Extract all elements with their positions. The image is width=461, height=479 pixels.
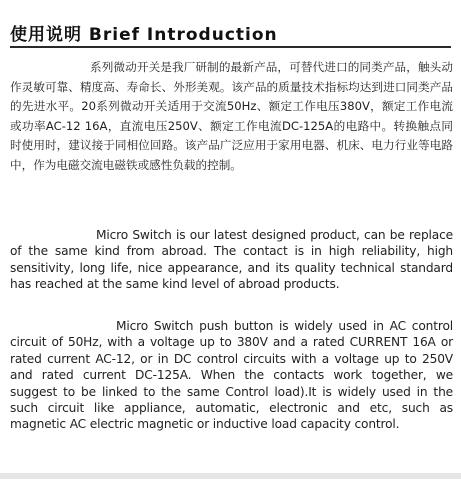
english-introduction-1: [10, 227, 453, 293]
page-title: 使用说明 Brief Introduction: [10, 25, 278, 45]
english-introduction-2: [10, 318, 453, 433]
title-divider: [10, 46, 451, 48]
english-paragraph-2: Micro Switch push button is widely used in AC control circuit of 50Hz, with a voltage up to 380V and a rated CURRENT 16A or rated current AC-12, or in DC control circuits with a voltage up to 250V and rated current DC-125A. When the contacts work together, we suggest to be linked to the same Control load).It is widely used in the such circuit like appliance, automatic, electronic and etc, such as magnetic AC electric magnetic or inductive load capacity control.: [10, 319, 453, 432]
chinese-paragraph: 系列微动开关是我厂研制的最新产品，可替代进口的同类产品，触头动作灵敏可靠、精度高、寿命长、外形美观。该产品的质量技术指标均达到进口同类产品的先进水平。20系列微动开关适用于交流50Hz、额定工作电压380V，额定工作电流或功率AC-12 16A，直流电压250V、额定工作电流DC-125A的电路中。转换触点同时使用时，建议接于同相位回路。该产品广泛应用于家用电器、机床、电力行业等电路中，作为电磁交流电磁铁或感性负载的控制。: [10, 60, 453, 172]
english-paragraph-1: Micro Switch is our latest designed product, can be replace of the same kind from abroad. The contact is in high reliability, high sensitivity, long life, nice appearance, and its quality technical standard has reached at the same kind level of abroad products.: [10, 228, 453, 292]
chinese-introduction: [10, 58, 453, 176]
